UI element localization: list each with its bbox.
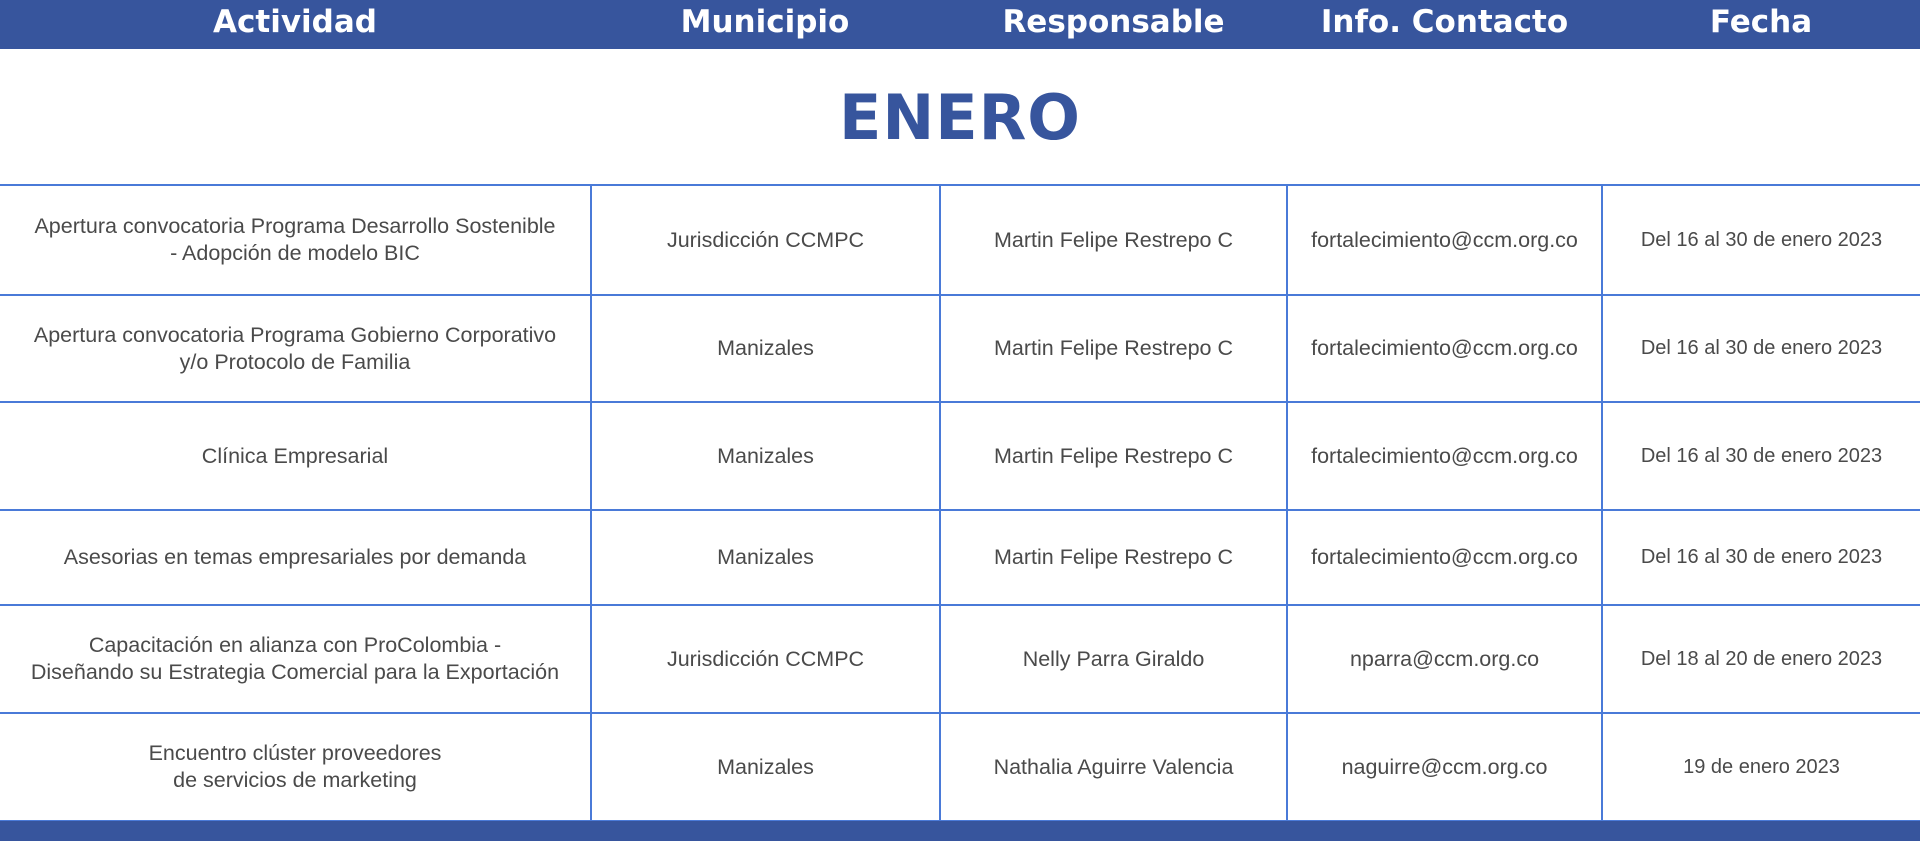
- table-row: [0, 296, 1920, 401]
- cell-municipio: Manizales: [717, 336, 814, 360]
- column-header-municipio: Municipio: [680, 4, 850, 40]
- cell-contacto: nparra@ccm.org.co: [1349, 646, 1540, 671]
- cell-fecha: Del 16 al 30 de enero 2023: [1640, 228, 1883, 251]
- cell-contacto: fortalecimiento@ccm.org.co: [1311, 443, 1578, 468]
- cell-fecha: Del 16 al 30 de enero 2023: [1640, 444, 1883, 467]
- cell-responsable: Martin Felipe Restrepo C: [994, 443, 1233, 468]
- table-row: [0, 511, 1920, 604]
- cell-contacto: fortalecimiento@ccm.org.co: [1311, 545, 1578, 569]
- table-header: [0, 0, 1920, 49]
- month-title: ENERO: [838, 81, 1082, 154]
- cell-actividad: Asesorias en temas empresariales por demanda: [63, 545, 527, 569]
- cell-municipio: Jurisdicción CCMPC: [666, 227, 865, 252]
- cell-municipio: Manizales: [717, 443, 814, 468]
- cell-actividad: Apertura convocatoria Programa Desarrollo Sostenible - Adopción de modelo BIC: [34, 214, 556, 265]
- cell-actividad: Capacitación en alianza con ProColombia - Diseñando su Estrategia Comercial para la Exportación: [30, 633, 560, 684]
- cell-municipio: Manizales: [717, 545, 814, 569]
- cell-municipio: Manizales: [717, 754, 814, 779]
- table-row: [0, 186, 1920, 294]
- table-row: [0, 714, 1920, 820]
- cell-responsable: Nelly Parra Giraldo: [1022, 646, 1205, 671]
- column-header-contacto: Info. Contacto: [1320, 4, 1569, 40]
- cell-actividad: Encuentro clúster proveedores de servicios de marketing: [148, 741, 442, 792]
- table-row: [0, 403, 1920, 509]
- cell-contacto: fortalecimiento@ccm.org.co: [1311, 227, 1578, 252]
- cell-fecha: Del 16 al 30 de enero 2023: [1640, 337, 1883, 359]
- cell-actividad: Clínica Empresarial: [201, 443, 389, 468]
- table-row: [0, 606, 1920, 712]
- cell-fecha: 19 de enero 2023: [1683, 755, 1840, 778]
- cell-contacto: fortalecimiento@ccm.org.co: [1311, 336, 1578, 360]
- cell-responsable: Martin Felipe Restrepo C: [994, 545, 1233, 569]
- footer-bar: [0, 821, 1920, 841]
- column-header-responsable: Responsable: [1002, 4, 1225, 40]
- column-header-actividad: Actividad: [213, 4, 377, 40]
- cell-fecha: Del 16 al 30 de enero 2023: [1640, 546, 1883, 568]
- cell-responsable: Nathalia Aguirre Valencia: [993, 754, 1234, 779]
- cell-municipio: Jurisdicción CCMPC: [666, 646, 865, 671]
- cell-responsable: Martin Felipe Restrepo C: [994, 336, 1233, 360]
- cell-fecha: Del 18 al 20 de enero 2023: [1640, 647, 1883, 670]
- cell-contacto: naguirre@ccm.org.co: [1341, 754, 1548, 779]
- cell-actividad: Apertura convocatoria Programa Gobierno Corporativo y/o Protocolo de Familia: [33, 322, 557, 374]
- column-header-fecha: Fecha: [1709, 4, 1813, 40]
- cell-responsable: Martin Felipe Restrepo C: [994, 227, 1233, 252]
